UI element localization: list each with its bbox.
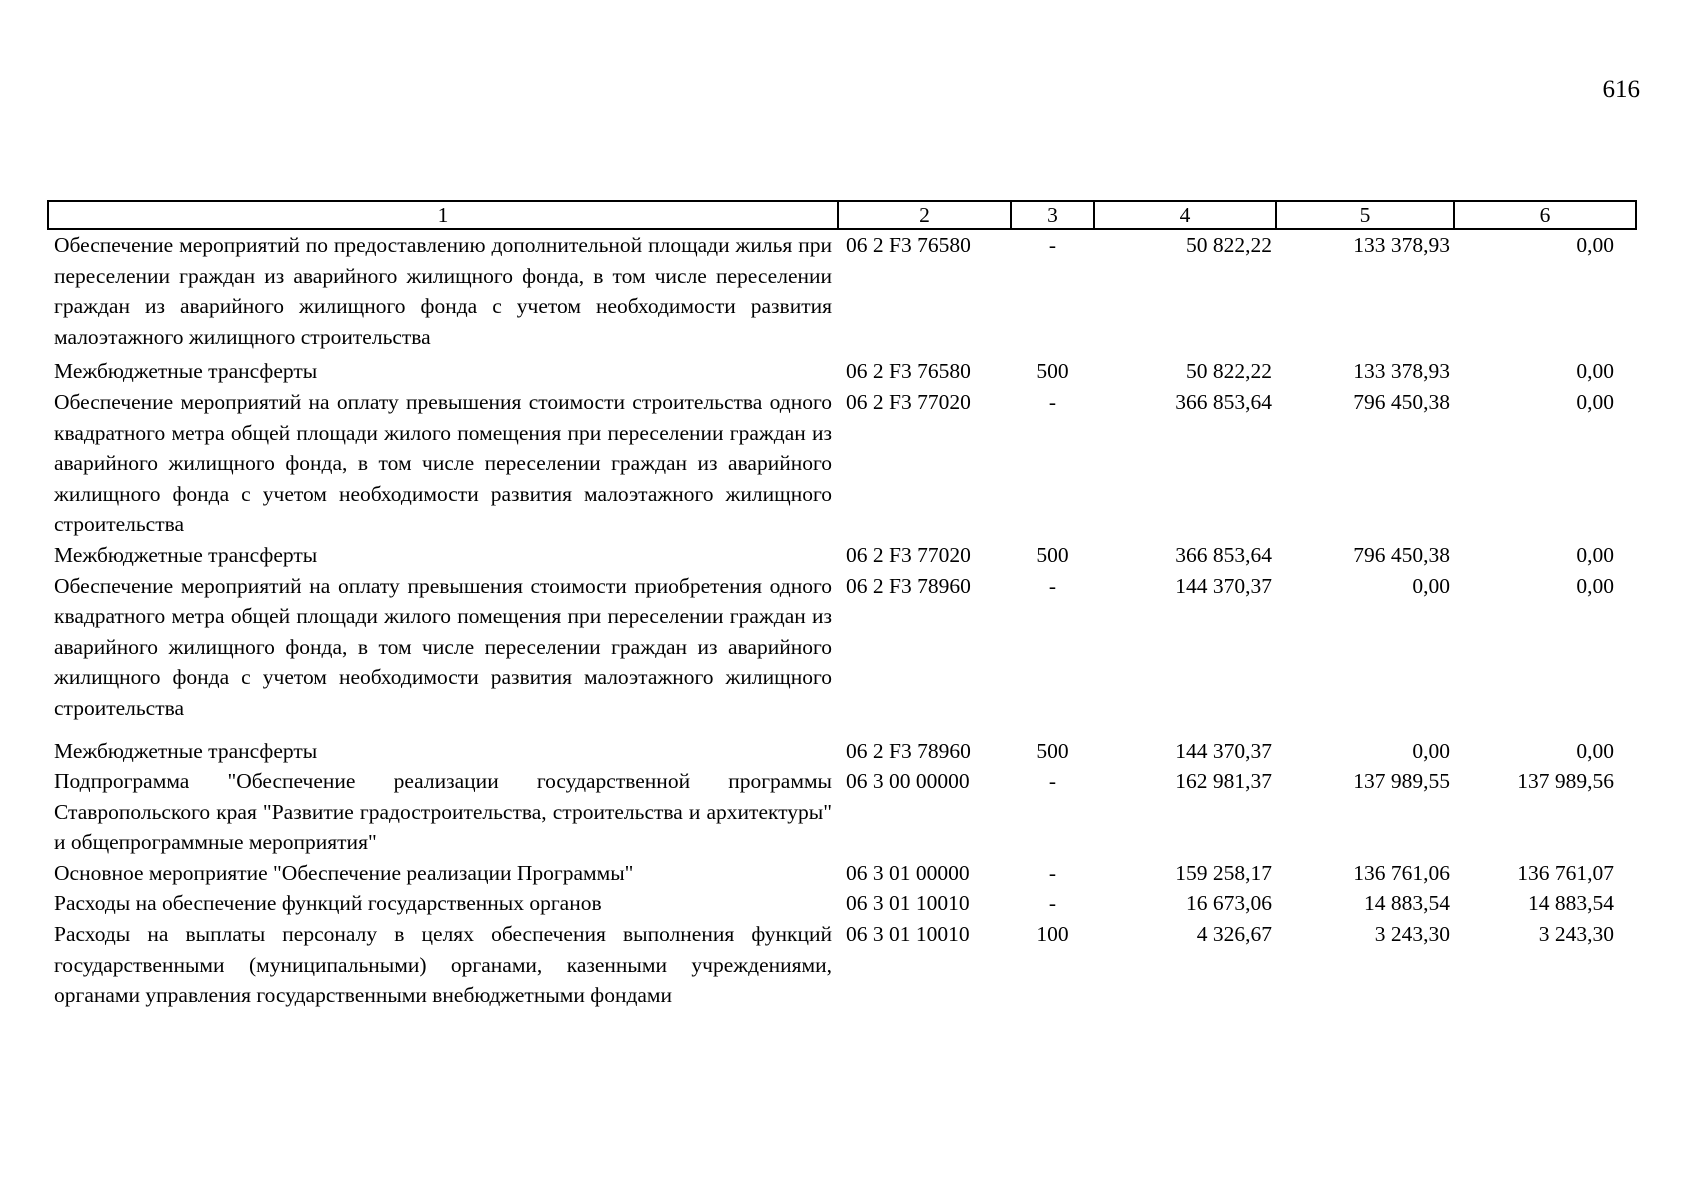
row-type: 500 xyxy=(1036,542,1069,567)
row-value-4: 366 853,64 xyxy=(1175,542,1272,567)
table-row xyxy=(48,356,1636,387)
column-header: 2 xyxy=(838,201,1011,229)
table-row xyxy=(48,540,1636,571)
column-header: 3 xyxy=(1011,201,1094,229)
row-value-5: 14 883,54 xyxy=(1364,891,1450,916)
row-code: 06 2 F3 78960 xyxy=(846,573,971,598)
row-value-6: 0,00 xyxy=(1576,542,1614,567)
row-code: 06 2 F3 76580 xyxy=(846,233,971,257)
row-value-6: 0,00 xyxy=(1576,233,1614,257)
row-type: - xyxy=(1048,389,1057,414)
table-row xyxy=(48,919,1636,1011)
budget-table xyxy=(47,200,1637,1011)
row-name: Обеспечение мероприятий на оплату превышения стоимости строительства одного квадратного метра общей площади жилого помещения при переселении граждан из аварийного жилищного фонда, в том числе переселении граждан из аварийного жилищного фонда с учетом необходимости развития малоэтажного жилищного строительства xyxy=(54,389,832,537)
row-type: - xyxy=(1048,860,1057,885)
row-value-4: 144 370,37 xyxy=(1175,738,1272,763)
row-name: Расходы на обеспечение функций государственных органов xyxy=(54,891,602,916)
table-row xyxy=(48,229,1636,356)
row-value-5: 133 378,93 xyxy=(1353,359,1450,384)
row-name: Межбюджетные трансферты xyxy=(54,542,318,567)
table-row xyxy=(48,888,1636,919)
table-row xyxy=(48,571,1636,728)
column-header: 4 xyxy=(1094,201,1276,229)
row-name: Расходы на выплаты персоналу в целях обеспечения выполнения функций государственными (муниципальными) органами, казенными учреждениями, органами управления государственными внебюджетными фондами xyxy=(54,922,832,1008)
row-type: 500 xyxy=(1036,359,1069,384)
row-code: 06 3 00 00000 xyxy=(846,769,970,794)
page-number: 616 xyxy=(1602,76,1640,103)
row-type: - xyxy=(1048,891,1057,916)
row-name: Основное мероприятие "Обеспечение реализации Программы" xyxy=(54,860,634,885)
row-type: 100 xyxy=(1036,922,1069,947)
row-value-4: 159 258,17 xyxy=(1175,860,1272,885)
row-value-5: 0,00 xyxy=(1412,738,1450,763)
row-value-6: 136 761,07 xyxy=(1517,860,1614,885)
row-value-4: 50 822,22 xyxy=(1186,233,1272,257)
row-type: - xyxy=(1048,233,1057,257)
row-code: 06 3 01 10010 xyxy=(846,922,970,947)
table-row xyxy=(48,387,1636,540)
row-value-5: 796 450,38 xyxy=(1353,542,1450,567)
column-header: 5 xyxy=(1276,201,1454,229)
row-value-4: 16 673,06 xyxy=(1186,891,1272,916)
row-value-4: 366 853,64 xyxy=(1175,389,1272,414)
table-row xyxy=(48,766,1636,858)
column-header: 6 xyxy=(1454,201,1636,229)
row-value-5: 133 378,93 xyxy=(1353,233,1450,257)
row-name: Межбюджетные трансферты xyxy=(54,359,318,384)
row-code: 06 2 F3 78960 xyxy=(846,738,971,763)
header-row xyxy=(48,201,1636,229)
row-code: 06 2 F3 76580 xyxy=(846,359,971,384)
row-value-6: 0,00 xyxy=(1576,738,1614,763)
table-row xyxy=(48,858,1636,889)
row-code: 06 3 01 00000 xyxy=(846,860,970,885)
row-name: Межбюджетные трансферты xyxy=(54,738,318,763)
row-value-6: 0,00 xyxy=(1576,359,1614,384)
row-type: 500 xyxy=(1036,738,1069,763)
row-value-5: 796 450,38 xyxy=(1353,389,1450,414)
row-code: 06 3 01 10010 xyxy=(846,891,970,916)
row-name: Обеспечение мероприятий на оплату превышения стоимости приобретения одного квадратного метра общей площади жилого помещения при переселении граждан из аварийного жилищного фонда, в том числе переселении граждан из аварийного жилищного фонда с учетом необходимости развития малоэтажного жилищного строительства xyxy=(54,573,832,720)
row-value-5: 0,00 xyxy=(1412,573,1450,598)
row-value-6: 14 883,54 xyxy=(1528,891,1614,916)
row-value-5: 3 243,30 xyxy=(1374,922,1450,947)
row-value-6: 0,00 xyxy=(1576,389,1614,414)
row-value-5: 136 761,06 xyxy=(1353,860,1450,885)
row-type: - xyxy=(1048,573,1057,598)
table-row xyxy=(48,728,1636,767)
row-value-6: 0,00 xyxy=(1576,573,1614,598)
row-type: - xyxy=(1048,769,1057,794)
column-header: 1 xyxy=(48,201,838,229)
row-value-6: 137 989,56 xyxy=(1517,769,1614,794)
row-code: 06 2 F3 77020 xyxy=(846,389,971,414)
row-name: Подпрограмма "Обеспечение реализации государственной программы Ставропольского края "Развитие градостроительства, строительства и архитектуры" и общепрограммные мероприятия" xyxy=(54,769,832,855)
row-value-4: 162 981,37 xyxy=(1175,769,1272,794)
row-value-4: 4 326,67 xyxy=(1196,922,1272,947)
row-value-6: 3 243,30 xyxy=(1538,922,1614,947)
row-name: Обеспечение мероприятий по предоставлению дополнительной площади жилья при переселении граждан из аварийного жилищного фонда, в том числе переселении граждан из аварийного жилищного фонда с учетом необходимости развития малоэтажного жилищного строительства xyxy=(54,233,832,349)
row-value-5: 137 989,55 xyxy=(1353,769,1450,794)
row-value-4: 50 822,22 xyxy=(1186,359,1272,384)
row-value-4: 144 370,37 xyxy=(1175,573,1272,598)
row-code: 06 2 F3 77020 xyxy=(846,542,971,567)
